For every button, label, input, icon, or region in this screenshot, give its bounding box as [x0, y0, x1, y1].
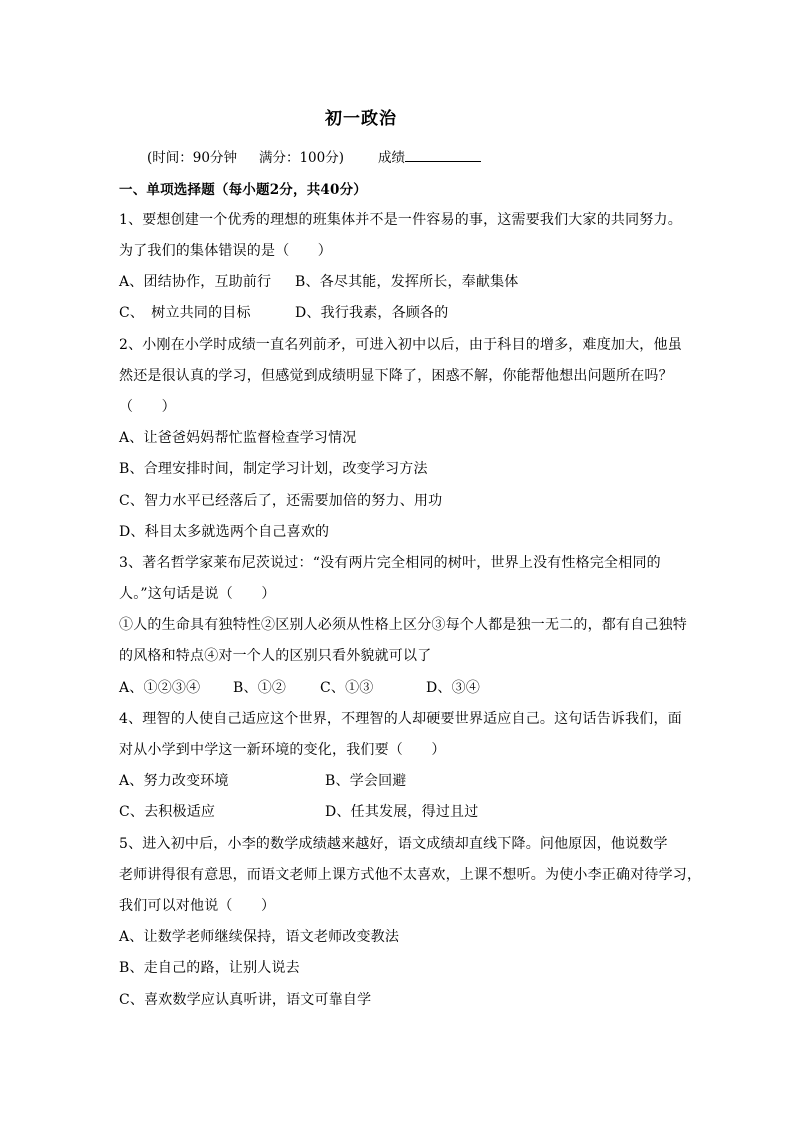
q4-option-b: B、学会回避 — [325, 773, 407, 789]
q4-options-row1 — [119, 770, 407, 790]
q2-option-d: D、科目太多就选两个自己喜欢的 — [119, 524, 330, 540]
grade-blank — [405, 147, 481, 162]
q3-options — [119, 677, 480, 697]
exam-header — [147, 146, 481, 166]
q5-line2: 老师讲得很有意思，而语文老师上课方式他不太喜欢，上课不想听。为使小李正确对待学习， — [119, 867, 702, 883]
q3-option-b: B、①② — [233, 680, 287, 696]
score-info: 满分：100分) — [258, 150, 344, 166]
q4-line1: 4、理智的人使自己适应这个世界，不理智的人却硬要世界适应自己。这句话告诉我们，面 — [119, 711, 682, 727]
q1-option-c: C、 树立共同的目标 — [119, 305, 251, 321]
q2-line3: （ ） — [119, 399, 176, 415]
q3-line2: 人。”这句话是说（ ） — [119, 586, 276, 602]
q3-line1: 3、著名哲学家莱布尼茨说过：“没有两片完全相同的树叶，世界上没有性格完全相同的 — [119, 555, 661, 571]
q4-options-row2 — [119, 801, 478, 821]
q1-line2: 为了我们的集体错误的是（ ） — [119, 243, 332, 259]
q1-line1: 1、要想创建一个优秀的理想的班集体并不是一件容易的事，这需要我们大家的共同努力。 — [119, 212, 682, 228]
q4-option-a: A、努力改变环境 — [119, 773, 229, 789]
q1-option-d: D、我行我素，各顾各的 — [295, 305, 449, 321]
q2-line2: 然还是很认真的学习，但感觉到成绩明显下降了，困惑不解，你能帮他想出问题所在吗？ — [119, 368, 673, 384]
q4-option-c: C、去积极适应 — [119, 804, 216, 820]
q5-option-b: B、走自己的路，让别人说去 — [119, 960, 300, 976]
section-heading: 一、单项选择题（每小题2分，共40分） — [119, 182, 367, 198]
q4-line2: 对从小学到中学这一新环境的变化，我们要（ ） — [119, 742, 446, 758]
q3-option-a: A、①②③④ — [119, 680, 201, 696]
q4-option-d: D、任其发展，得过且过 — [325, 804, 479, 820]
q1-option-a: A、团结协作，互助前行 — [119, 274, 272, 290]
q2-option-b: B、合理安排时间，制定学习计划，改变学习方法 — [119, 461, 428, 477]
q3-option-d: D、③④ — [426, 680, 481, 696]
q5-option-c: C、喜欢数学应认真听讲，语文可靠自学 — [119, 992, 372, 1008]
q2-line1: 2、小刚在小学时成绩一直名列前矛，可进入初中以后，由于科目的增多，难度加大，他虽 — [119, 337, 682, 353]
q1-options-row1 — [119, 271, 519, 291]
q2-option-c: C、智力水平已经落后了，还需要加倍的努力、用功 — [119, 493, 443, 509]
q2-option-a: A、让爸爸妈妈帮忙监督检查学习情况 — [119, 430, 357, 446]
q1-option-b: B、各尽其能，发挥所长，奉献集体 — [295, 274, 519, 290]
time-info: (时间：90分钟 — [147, 150, 237, 166]
page-title: 初一政治 — [325, 109, 397, 129]
q3-option-c: C、①③ — [320, 680, 374, 696]
q1-options-row2 — [119, 302, 448, 322]
q5-option-a: A、让数学老师继续保持，语文老师改变教法 — [119, 929, 400, 945]
q3-line4: 的风格和特点④对一个人的区别只看外貌就可以了 — [119, 648, 432, 664]
q3-line3: ①人的生命具有独特性②区别人必须从性格上区分③每个人都是独一无二的，都有自己独特 — [119, 617, 687, 633]
q5-line1: 5、进入初中后，小李的数学成绩越来越好，语文成绩却直线下降。问他原因，他说数学 — [119, 836, 668, 852]
q5-line3: 我们可以对他说（ ） — [119, 898, 276, 914]
grade-label: 成绩 — [378, 150, 405, 166]
